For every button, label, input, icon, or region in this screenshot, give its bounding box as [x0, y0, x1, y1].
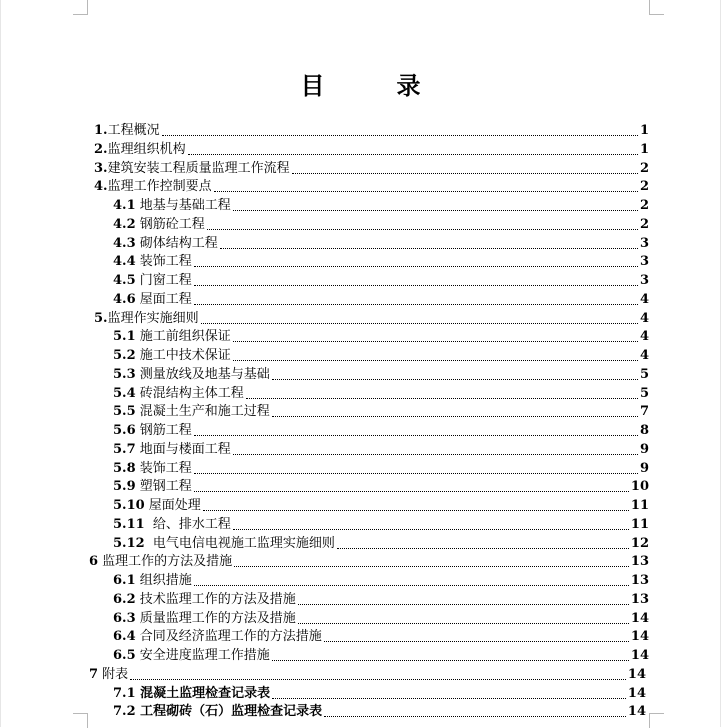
- toc-entry-page: 14: [630, 648, 649, 663]
- toc-dot-leader: [233, 529, 629, 530]
- toc-entry[interactable]: [113, 570, 649, 589]
- toc-entry-title: 监理工作控制要点: [107, 179, 212, 195]
- toc-dot-leader: [272, 379, 638, 380]
- toc-entry-page: 4: [639, 291, 649, 307]
- toc-entry-title: 塑钢工程: [135, 479, 192, 495]
- toc-entry-title: 监理作实施细则: [107, 310, 199, 326]
- toc-entry-title: 施工前组织保证: [135, 329, 231, 345]
- toc-entry-page: 14: [627, 704, 646, 720]
- toc-dot-leader: [337, 548, 629, 549]
- toc-dot-leader: [324, 641, 629, 642]
- toc-entry-title: 合同及经济监理工作的方法措施: [135, 629, 322, 645]
- toc-entry-number: 4.5: [113, 273, 136, 288]
- toc-entry-number: 6.1: [113, 573, 136, 588]
- toc-title-char: 目: [300, 71, 327, 100]
- toc-entry[interactable]: [113, 608, 649, 627]
- toc-entry-title: 装饰工程: [135, 254, 192, 270]
- toc-entry[interactable]: [113, 383, 649, 402]
- toc-entry[interactable]: [113, 251, 649, 270]
- toc-entry[interactable]: [113, 495, 649, 514]
- toc-entry-number: 5.11: [113, 516, 145, 532]
- toc-dot-leader: [201, 323, 638, 324]
- toc-entry-page: 13: [630, 573, 649, 588]
- toc-entry[interactable]: [113, 683, 646, 702]
- toc-entry[interactable]: [94, 139, 649, 158]
- toc-entry-title: 混凝土生产和施工过程: [135, 404, 270, 420]
- toc-entry-page: 14: [630, 629, 649, 645]
- toc-entry-title: 施工中技术保证: [135, 348, 231, 363]
- toc-entry-title: 附表: [98, 666, 129, 682]
- toc-entry-page: 13: [630, 554, 649, 570]
- toc-dot-leader: [214, 191, 638, 192]
- toc-dot-leader: [194, 304, 638, 305]
- toc-entry-page: 14: [627, 685, 646, 701]
- toc-entry[interactable]: [113, 626, 649, 645]
- toc-entry-number: 5.6: [113, 423, 136, 438]
- toc-entry-page: 4: [639, 348, 649, 363]
- toc-dot-leader: [272, 416, 638, 417]
- toc-entry-number: 5.8: [113, 460, 136, 476]
- toc-entry-title: 质量监理工作的方法及措施: [135, 610, 296, 626]
- toc-entry-page: 2: [639, 160, 649, 176]
- toc-entry-number: 5.7: [113, 441, 136, 457]
- toc-entry-number: 6.2: [113, 591, 136, 607]
- toc-entry-page: 14: [630, 610, 649, 626]
- toc-entry[interactable]: [113, 458, 649, 477]
- toc-entry-page: 2: [639, 179, 649, 195]
- toc-entry-number: 4.2: [113, 216, 136, 232]
- toc-title: [1, 66, 721, 102]
- toc-entry-page: 13: [630, 591, 649, 607]
- toc-entry-number: 1.: [94, 123, 108, 138]
- toc-title-char: 录: [396, 71, 423, 100]
- toc-entry-title: 砌体结构工程: [135, 235, 218, 251]
- toc-entry-title: 组织措施: [135, 573, 192, 588]
- toc-entry-page: 3: [639, 273, 649, 288]
- toc-entry-number: 6: [89, 554, 99, 570]
- toc-entry-number: 5.3: [113, 366, 136, 382]
- toc-entry[interactable]: [113, 476, 649, 495]
- toc-entry-number: 5.4: [113, 385, 136, 401]
- toc-entry[interactable]: [113, 589, 649, 608]
- toc-dot-leader: [162, 135, 638, 136]
- toc-dot-leader: [188, 154, 638, 155]
- toc-entry-number: 4.3: [113, 235, 136, 251]
- toc-entry-title: 给、排水工程: [144, 516, 231, 532]
- toc-entry-title: 工程概况: [107, 123, 160, 138]
- toc-entry-page: 5: [639, 366, 649, 382]
- toc-dot-leader: [233, 341, 638, 342]
- toc-entry-title: 技术监理工作的方法及措施: [135, 591, 296, 607]
- toc-dot-leader: [207, 229, 638, 230]
- toc-entry-number: 5.5: [113, 404, 136, 420]
- toc-dot-leader: [194, 266, 638, 267]
- toc-entry[interactable]: [113, 345, 649, 364]
- toc-entry-page: 11: [630, 516, 649, 532]
- crop-mark-top-left: [73, 0, 88, 15]
- toc-dot-leader: [194, 585, 629, 586]
- toc-entry[interactable]: [113, 270, 649, 289]
- toc-entry-number: 4.6: [113, 291, 136, 307]
- toc-entry-title: 钢筋工程: [135, 423, 192, 438]
- toc-entry[interactable]: [113, 289, 649, 308]
- toc-dot-leader: [194, 285, 638, 286]
- toc-entry-number: 7.2: [113, 704, 136, 720]
- toc-dot-leader: [272, 660, 629, 661]
- crop-mark-bottom-left: [73, 713, 88, 728]
- toc-entry[interactable]: [113, 420, 649, 439]
- toc-entry-page: 3: [639, 235, 649, 251]
- toc-entry[interactable]: [94, 158, 649, 177]
- toc-dot-leader: [292, 173, 638, 174]
- toc-entry-title: 工程砌砖（石）监理检查记录表: [135, 704, 323, 720]
- toc-entry-number: 7: [89, 666, 99, 682]
- toc-entry-page: 10: [630, 479, 649, 495]
- toc-entry-page: 11: [630, 498, 649, 513]
- toc-entry-number: 4.: [94, 179, 108, 195]
- toc-entry-number: 6.5: [113, 648, 136, 663]
- toc-dot-leader: [233, 360, 638, 361]
- toc-entry-page: 1: [639, 123, 649, 138]
- toc-entry[interactable]: [113, 514, 649, 533]
- toc-dot-leader: [298, 604, 629, 605]
- toc-entry-page: 7: [639, 404, 649, 420]
- toc-entry-number: 6.3: [113, 610, 136, 626]
- toc-entry-page: 4: [639, 329, 649, 345]
- toc-entry-title: 电气电信电视施工监理实施细则: [144, 535, 335, 551]
- toc-dot-leader: [298, 623, 629, 624]
- toc-entry-number: 4.4: [113, 254, 136, 270]
- toc-entry-number: 6.4: [113, 629, 136, 645]
- crop-mark-top-right: [649, 0, 664, 15]
- toc-dot-leader: [194, 491, 629, 492]
- toc-entry[interactable]: [113, 326, 649, 345]
- crop-mark-bottom-right: [649, 713, 664, 728]
- toc-entry-number: 5.12: [113, 535, 145, 551]
- toc-entry-page: 8: [639, 423, 649, 438]
- toc-entry[interactable]: [113, 364, 649, 383]
- toc-entry-page: 2: [639, 198, 649, 213]
- toc-entry[interactable]: [94, 120, 649, 139]
- toc-entry-title: 门窗工程: [135, 273, 192, 288]
- toc-entry-page: 3: [639, 254, 649, 270]
- toc-entry-number: 2.: [94, 141, 108, 157]
- toc-dot-leader: [324, 716, 626, 717]
- toc-dot-leader: [194, 435, 638, 436]
- toc-entry[interactable]: [113, 233, 649, 252]
- toc-entry-number: 3.: [94, 160, 108, 176]
- toc-entry-number: 7.1: [113, 685, 136, 701]
- toc-dot-leader: [234, 566, 629, 567]
- toc-entry-title: 地面与楼面工程: [135, 441, 231, 457]
- toc-entry-title: 监理工作的方法及措施: [98, 554, 233, 570]
- toc-entry[interactable]: [89, 551, 649, 570]
- toc-entry-number: 5.1: [113, 329, 136, 345]
- toc-entry[interactable]: [89, 664, 646, 683]
- toc-dot-leader: [194, 473, 638, 474]
- toc-entry-page: 14: [627, 666, 646, 682]
- toc-dot-leader: [272, 698, 626, 699]
- toc-entry-title: 安全进度监理工作措施: [135, 648, 270, 663]
- toc-dot-leader: [130, 679, 626, 680]
- toc-entry[interactable]: [113, 533, 649, 552]
- toc-entry-page: 4: [639, 310, 649, 326]
- toc-entry-number: 5.10: [113, 498, 145, 513]
- toc-entry[interactable]: [94, 308, 649, 327]
- toc-entry-title: 混凝土监理检查记录表: [135, 685, 271, 701]
- toc-entry-title: 装饰工程: [135, 460, 192, 476]
- toc-entry[interactable]: [113, 701, 646, 720]
- toc-entry[interactable]: [113, 214, 649, 233]
- toc-dot-leader: [203, 510, 629, 511]
- toc-entry-title: 建筑安装工程质量监理工作流程: [107, 160, 290, 176]
- toc-entry[interactable]: [113, 439, 649, 458]
- toc-entry-page: 9: [639, 460, 649, 476]
- toc-entry-title: 屋面处理: [144, 498, 201, 513]
- toc-entry-title: 监理组织机构: [107, 141, 186, 157]
- toc-entry-page: 2: [639, 216, 649, 232]
- toc-dot-leader: [233, 210, 638, 211]
- toc-entry-page: 12: [630, 535, 649, 551]
- toc-entry[interactable]: [113, 401, 649, 420]
- toc-dot-leader: [233, 454, 638, 455]
- toc-entry-title: 屋面工程: [135, 291, 192, 307]
- toc-entry-number: 5.: [94, 310, 108, 326]
- toc-entry-page: 5: [639, 385, 649, 401]
- toc-entry-page: 9: [639, 441, 649, 457]
- toc-entry-title: 测量放线及地基与基础: [135, 366, 270, 382]
- toc-entry[interactable]: [113, 195, 649, 214]
- toc-entry-number: 5.9: [113, 479, 136, 495]
- toc-entry-number: 4.1: [113, 198, 136, 213]
- toc-entry-title: 砖混结构主体工程: [135, 385, 244, 401]
- toc-entry-title: 地基与基础工程: [135, 198, 231, 213]
- toc-dot-leader: [220, 248, 638, 249]
- toc-entry[interactable]: [94, 176, 649, 195]
- toc-entry-number: 5.2: [113, 348, 136, 363]
- toc-entry-title: 钢筋砼工程: [135, 216, 205, 232]
- toc-dot-leader: [246, 398, 638, 399]
- toc-entry[interactable]: [113, 645, 649, 664]
- toc-entry-page: 1: [639, 141, 649, 157]
